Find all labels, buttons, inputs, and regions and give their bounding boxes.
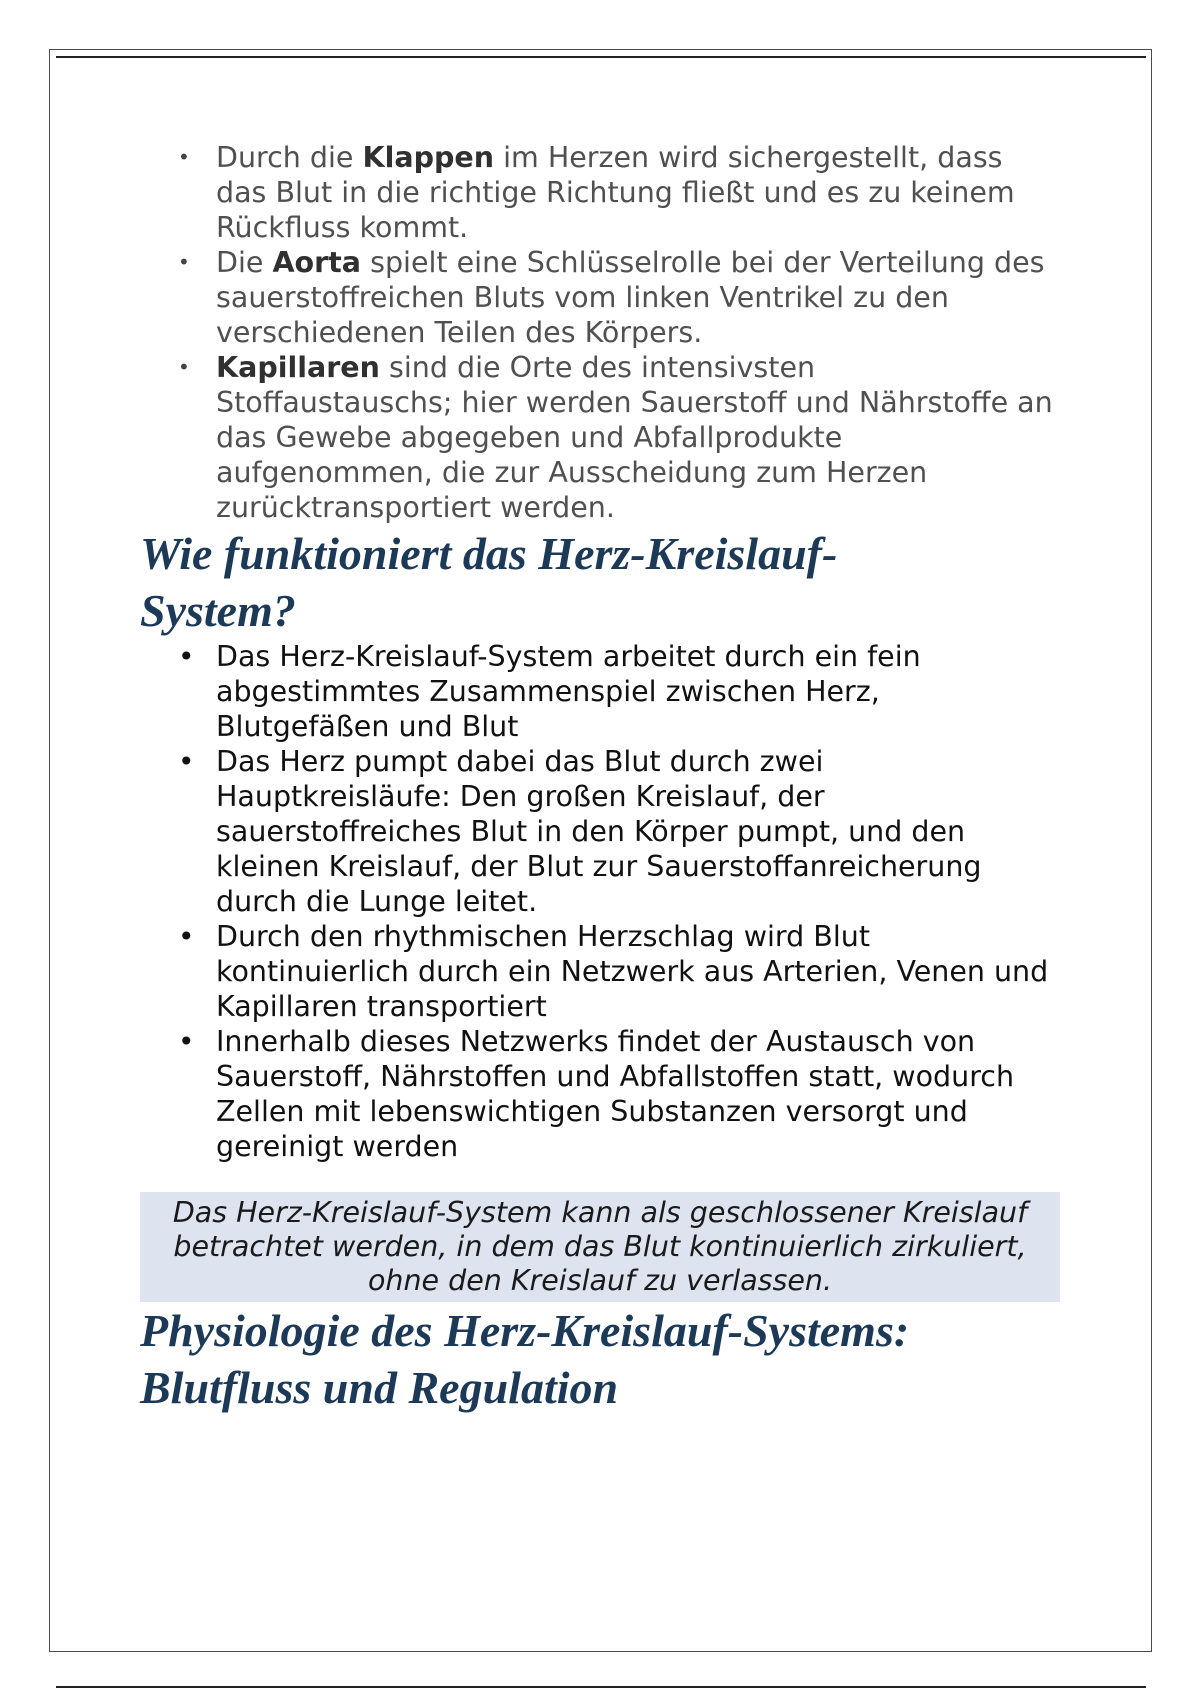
bullet-icon: • — [178, 640, 195, 673]
bullet-list-structures — [140, 140, 1060, 525]
section-heading: Wie funktioniert das Herz-Kreislauf-System? — [140, 528, 838, 636]
bullet-icon: • — [178, 745, 195, 778]
list-item: • Kapillaren sind die Orte des intensivsten Stoffaustauschs; hier werden Sauerstoff und Nährstoffe an das Gewebe abgegeben und Abfallprodukte aufgenommen, die zur Ausscheidung zum Herzen zurücktransportiert werden. — [178, 351, 1053, 524]
bullet-icon: • — [178, 920, 195, 953]
bold-term: Kapillaren — [216, 351, 380, 384]
document-content — [140, 140, 1060, 1416]
bottom-rule — [56, 1686, 1146, 1688]
bold-term: Aorta — [272, 246, 362, 279]
bullet-list-function — [140, 639, 1060, 1164]
list-item: • Die Aorta spielt eine Schlüsselrolle bei der Verteilung des sauerstoffreichen Bluts vom linken Ventrikel zu den verschiedenen Teilen des Körpers. — [178, 246, 1045, 349]
bold-term: Klappen — [362, 141, 495, 174]
bullet-icon: • — [178, 250, 190, 274]
list-item: • Das Herz-Kreislauf-System arbeitet durch ein fein abgestimmtes Zusammenspiel zwischen Herz, Blutgefäßen und Blut — [178, 640, 921, 743]
list-item: • Durch die Klappen im Herzen wird sichergestellt, dass das Blut in die richtige Richtung fließt und es zu keinem Rückfluss kommt. — [178, 141, 1015, 244]
top-rule — [56, 56, 1146, 58]
highlight-box: Das Herz-Kreislauf-System kann als geschlossener Kreislauf betrachtet werden, in dem das Blut kontinuierlich zirkuliert, ohne den Kreislauf zu verlassen. — [140, 1192, 1060, 1302]
bullet-icon: • — [178, 145, 190, 169]
list-item: • Das Herz pumpt dabei das Blut durch zwei Hauptkreisläufe: Den großen Kreislauf, der sauerstoffreiches Blut in den Körper pumpt, und den kleinen Kreislauf, der Blut zur Sauerstoffanreicherung durch die Lunge leitet. — [178, 745, 982, 918]
list-item: • Innerhalb dieses Netzwerks findet der Austausch von Sauerstoff, Nährstoffen und Abfallstoffen statt, wodurch Zellen mit lebenswichtigen Substanzen versorgt und gereinigt werden — [178, 1025, 1015, 1163]
bullet-icon: • — [178, 355, 190, 379]
bullet-icon: • — [178, 1025, 195, 1058]
list-item: • Durch den rhythmischen Herzschlag wird Blut kontinuierlich durch ein Netzwerk aus Arterien, Venen und Kapillaren transportiert — [178, 920, 1049, 1023]
section-heading: Physiologie des Herz-Kreislauf-Systems: Blutfluss und Regulation — [140, 1305, 910, 1413]
